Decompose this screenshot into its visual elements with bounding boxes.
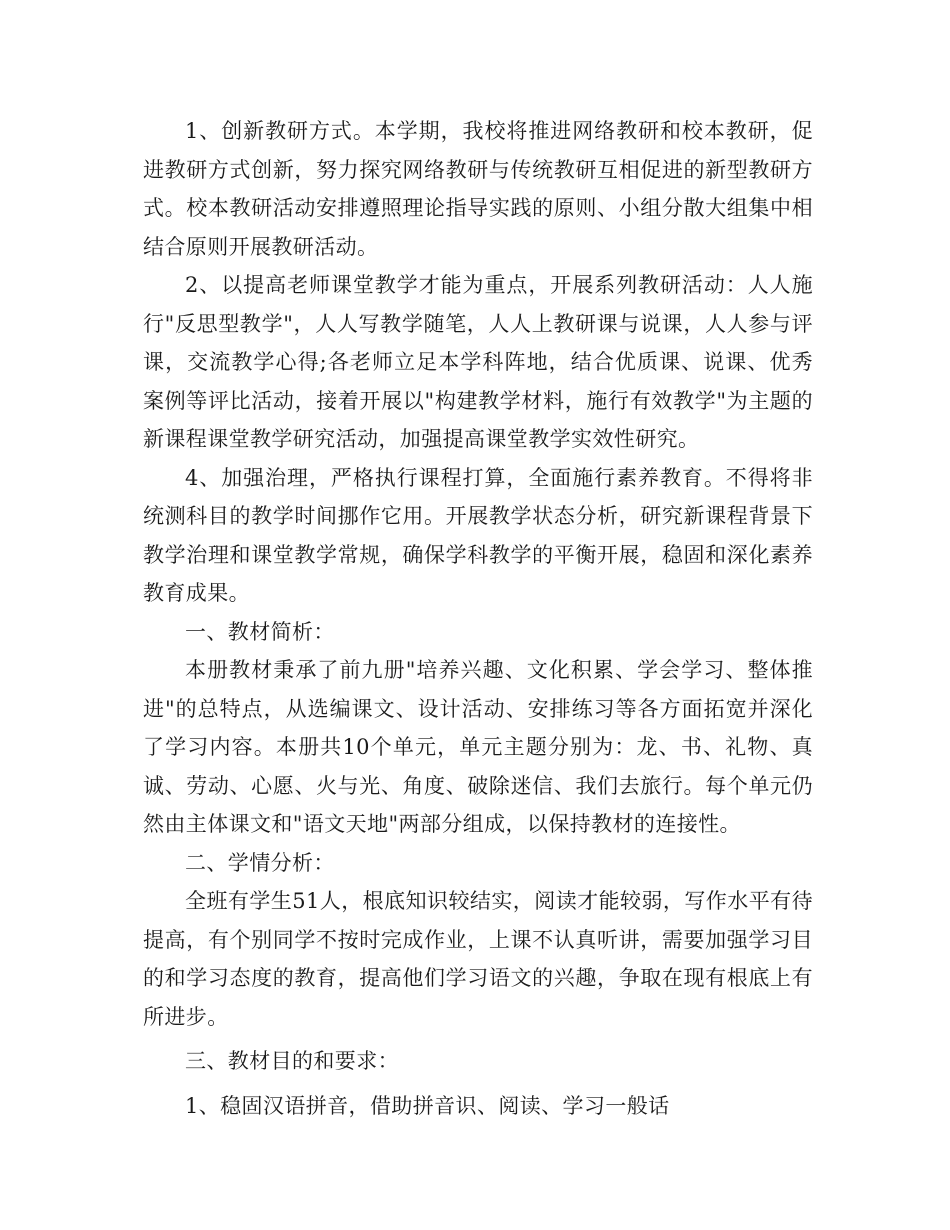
paragraph-student-analysis: 全班有学生51人，根底知识较结实，阅读才能较弱，写作水平有待提高，有个别同学不按时完成作业，上课不认真听讲，需要加强学习目的和学习态度的教育，提高他们学习语文的兴趣，争取在现有根底上有所进步。 xyxy=(143,889,813,1029)
paragraph-management: 4、加强治理，严格执行课程打算，全面施行素养教育。不得将非统测科目的教学时间挪作它用。开展教学状态分析，研究新课程背景下教学治理和课堂教学常规，确保学科教学的平衡开展，稳固和深化素养教育成果。 xyxy=(143,465,813,605)
section-heading-textbook-analysis: 一、教材简析： xyxy=(185,619,335,644)
section-heading-student-analysis: 二、学情分析： xyxy=(185,850,335,875)
section-heading-goals: 三、教材目的和要求： xyxy=(185,1049,399,1073)
document-body xyxy=(143,112,813,1125)
paragraph-teaching-activities: 2、以提高老师课堂教学才能为重点，开展系列教研活动：人人施行"反思型教学"，人人写教学随笔，人人上教研课与说课，人人参与评课，交流教学心得;各老师立足本学科阵地，结合优质课、说课、优秀案例等评比活动，接着开展以"构建教学材料，施行有效教学"为主题的新课程课堂教学研究活动，加强提高课堂教学实效性研究。 xyxy=(143,273,813,451)
paragraph-teaching-research-method: 1、创新教研方式。本学期，我校将推进网络教研和校本教研，促进教研方式创新，努力探究网络教研与传统教研互相促进的新型教研方式。校本教研活动安排遵照理论指导实践的原则、小组分散大组集中相结合原则开展教研活动。 xyxy=(143,119,813,259)
paragraph-textbook-analysis: 本册教材秉承了前九册"培养兴趣、文化积累、学会学习、整体推进"的总特点，从选编课文、设计活动、安排练习等各方面拓宽并深化了学习内容。本册共10个单元，单元主题分别为：龙、书、礼物、真诚、劳动、心愿、火与光、角度、破除迷信、我们去旅行。每个单元仍然由主体课文和"语文天地"两部分组成，以保持教材的连接性。 xyxy=(143,658,813,836)
goal-item-1: 1、稳固汉语拼音，借助拼音识、阅读、学习一般话 xyxy=(185,1093,670,1118)
